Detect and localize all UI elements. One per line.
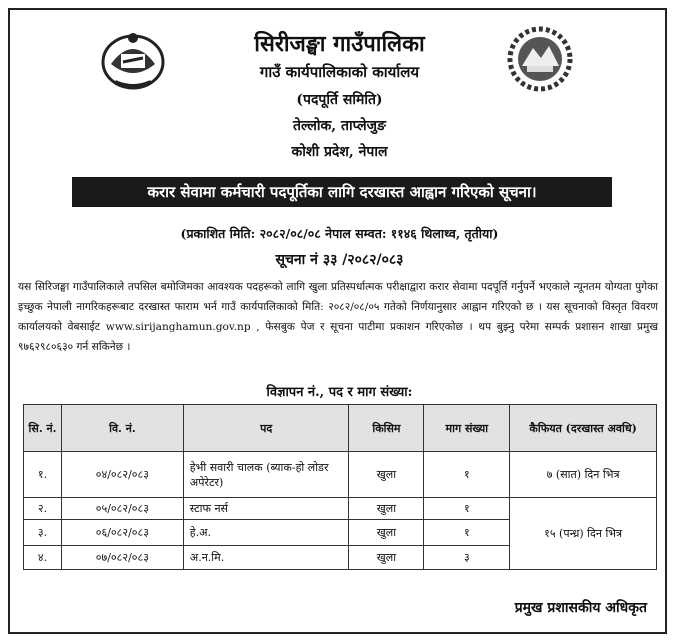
cell-ad-no: ०५/०८२/०८३ bbox=[61, 498, 183, 520]
header-remarks: कैफियत (दरखास्त अवधि) bbox=[510, 405, 657, 452]
municipality-name: सिरीजङ्घा गाउँपालिका bbox=[254, 31, 425, 57]
location: तेल्लोक, ताप्लेजुङ bbox=[293, 118, 386, 134]
cell-post: हेभी सवारी चालक (ब्याक-हो लोडर अपेरेटर) bbox=[183, 452, 349, 498]
cell-type: खुला bbox=[349, 452, 424, 498]
cell-demand: १ bbox=[424, 520, 510, 546]
committee-name: (पदपूर्ति समिति) bbox=[296, 92, 383, 108]
header-type: किसिम bbox=[349, 405, 424, 452]
vacancy-table bbox=[23, 404, 657, 570]
cell-ad-no: ०४/०८२/०८३ bbox=[61, 452, 183, 498]
header-sn: सि. नं. bbox=[24, 405, 62, 452]
cell-remarks: १५ (पन्ध्र) दिन भित्र bbox=[510, 498, 657, 570]
header-post: पद bbox=[183, 405, 349, 452]
header-ad-no: वि. नं. bbox=[61, 405, 183, 452]
cell-ad-no: ०६/०८२/०८३ bbox=[61, 520, 183, 546]
office-name: गाउँ कार्यपालिकाको कार्यालय bbox=[259, 63, 420, 81]
table-subheading: विज्ञापन नं., पद र माग संख्या: bbox=[266, 385, 413, 400]
header-demand: माग संख्या bbox=[424, 405, 510, 452]
cell-post: अ.न.मि. bbox=[183, 546, 349, 570]
table-row bbox=[24, 498, 657, 520]
notice-paragraph: यस सिरिजङ्घा गाउँपालिकाले तपसिल बमोजिमका आवश्यक पदहरूको लागि खुला प्रतिस्पर्धात्मक परीक्षाद्वारा करार सेवामा पदपूर्ति गर्नुपर्ने भएकाले न्यूनतम योग्यता पुगेका इच्छुक नेपाली नागरिकहरूबाट दरखास्त फाराम भर्न गाउँ कार्यपालिकाको मिति: २०८२/०८/०५ गतेको निर्णयानुसार आह्वान गरिएको छ । यस सूचनाको विस्तृत विवरण कार्यालयको वेबसाईट www.sirijanghamun.gov.np , फेसबुक पेज र सूचना पाटीमा प्रकाशन गरिएकोछ । थप बुझ्नु परेमा सम्पर्क प्रशासन शाखा प्रमुख ९७६२९८०६३० गर्न सकिनेछ । bbox=[18, 281, 658, 353]
cell-sn: १. bbox=[24, 452, 62, 498]
cell-remarks: ७ (सात) दिन भित्र bbox=[510, 452, 657, 498]
table-row bbox=[24, 452, 657, 498]
cell-ad-no: ०७/०८२/०८३ bbox=[61, 546, 183, 570]
notice-title-banner: करार सेवामा कर्मचारी पदपूर्तिका लागि दरखास्त आह्वान गरिएको सूचना। bbox=[72, 177, 612, 207]
published-date: (प्रकाशित मिति: २०८२/०८/०८ नेपाल सम्वत: ११४६ थिलाथ्व, तृतीया) bbox=[180, 226, 499, 241]
cell-sn: २. bbox=[24, 498, 62, 520]
signature-title: प्रमुख प्रशासकीय अधिकृत bbox=[514, 600, 647, 616]
table-header-row bbox=[24, 405, 657, 452]
cell-type: खुला bbox=[349, 520, 424, 546]
cell-type: खुला bbox=[349, 498, 424, 520]
notice-number: सूचना नं ३३ /२०८२/०८३ bbox=[275, 252, 404, 268]
province: कोशी प्रदेश, नेपाल bbox=[291, 144, 388, 160]
cell-demand: १ bbox=[424, 452, 510, 498]
cell-type: खुला bbox=[349, 546, 424, 570]
cell-post: स्टाफ नर्स bbox=[183, 498, 349, 520]
cell-demand: १ bbox=[424, 498, 510, 520]
cell-sn: ३. bbox=[24, 520, 62, 546]
cell-demand: ३ bbox=[424, 546, 510, 570]
cell-sn: ४. bbox=[24, 546, 62, 570]
cell-post: हे.अ. bbox=[183, 520, 349, 546]
